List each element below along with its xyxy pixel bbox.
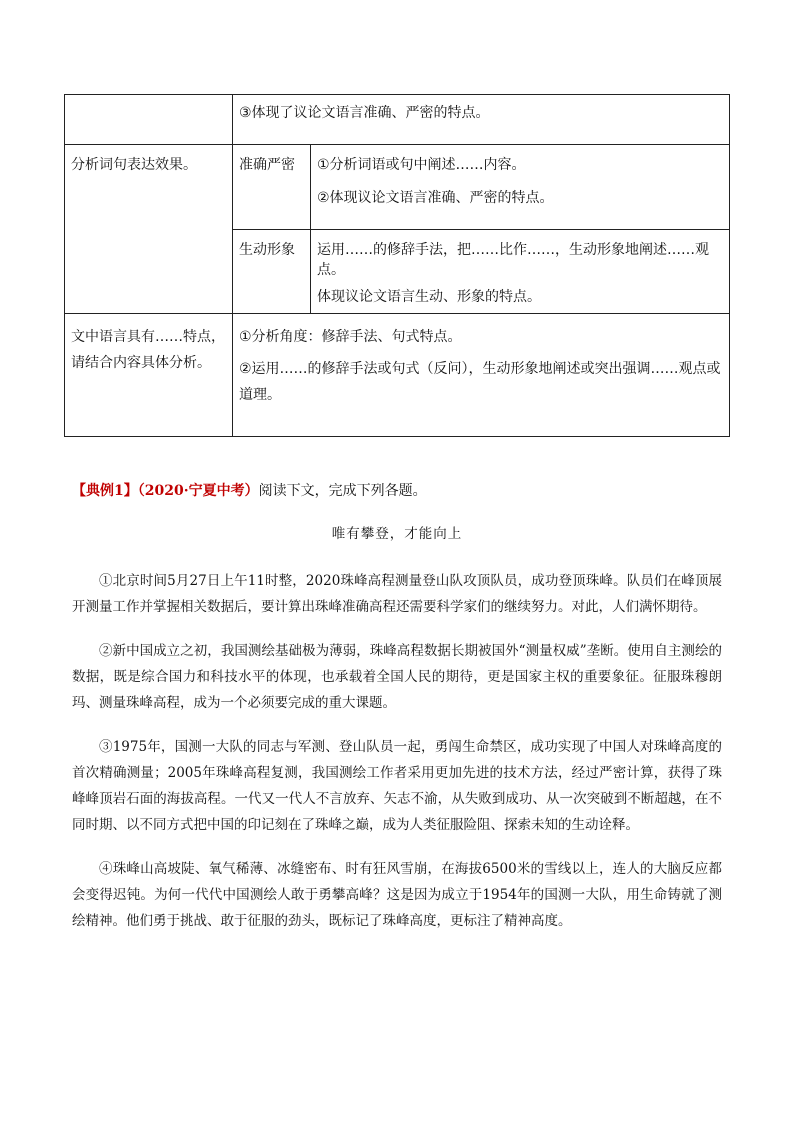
paragraph: ④珠峰山高坡陡、氧气稀薄、冰缝密布、时有狂风雪崩，在海拔6500米的雪线以上，连人的大脑反应都会变得迟钝。为何一代代中国测绘人敢于勇攀高峰？这是因为成立于1954年的国测一大队，用生命铸就了测绘精神。他们勇于挑战、敢于征服的劲头，既标记了珠峰高度，更标注了精神高度。 bbox=[72, 861, 722, 929]
cell-text: ③体现了议论文语言准确、严密的特点。 bbox=[239, 105, 490, 121]
table-row bbox=[65, 313, 730, 436]
cell-text: ②体现议论文语言准确、严密的特点。 bbox=[317, 190, 554, 207]
table-cell bbox=[233, 313, 730, 436]
sub-label: 生动形象 bbox=[239, 242, 295, 258]
cell-text: ①分析词语或句中阐述……内容。 bbox=[317, 157, 526, 173]
table-row bbox=[65, 145, 730, 230]
sub-label-cell bbox=[233, 145, 311, 230]
table-cell bbox=[311, 230, 730, 314]
cell-text: ②运用……的修辞手法或句式（反问），生动形象地阐述或突出强调……观点或道理。 bbox=[239, 360, 721, 403]
article-title: 唯有攀登，才能向上 bbox=[331, 526, 463, 542]
paragraph: ③1975年，国测一大队的同志与军测、登山队员一起，勇闯生命禁区，成功实现了中国人对珠峰高度的首次精确测量；2005年珠峰高程复测，我国测绘工作者采用更加先进的技术方法，经过严密计算，获得了珠峰峰顶岩石面的海拔高程。一代又一代人不言放弃、矢志不渝，从失败到成功、从一次突破到不断超越，在不同时期、以不同方式把中国的印记刻在了珠峰之巅，成为人类征服险阻、探索未知的生动诠释。 bbox=[72, 739, 722, 833]
question-cell bbox=[65, 313, 233, 436]
cell-text: 体现议论文语言生动、形象的特点。 bbox=[317, 288, 541, 305]
sub-label-cell bbox=[233, 230, 311, 314]
example-tag: 【典例1】 bbox=[72, 483, 138, 499]
cell-text: ①分析角度：修辞手法、句式特点。 bbox=[239, 328, 462, 345]
paragraph: ①北京时间5月27日上午11时整，2020珠峰高程测量登山队攻顶队员，成功登顶珠峰。队员们在峰顶展开测量工作并掌握相关数据后，要计算出珠峰准确高程还需要科学家们的继续努力。对此，人们满怀期待。 bbox=[72, 573, 722, 615]
article-body bbox=[72, 568, 722, 952]
question-text: 分析词句表达效果。 bbox=[71, 157, 197, 173]
question-cell bbox=[65, 145, 233, 314]
paragraph: ②新中国成立之初，我国测绘基础极为薄弱，珠峰高程数据长期被国外“测量权威”垄断。使用自主测绘的数据，既是综合国力和科技水平的体现，也承载着全国人民的期待，更是国家主权的重要象征。征服珠穆朗玛、测量珠峰高程，成为一个必须要完成的重大课题。 bbox=[72, 643, 722, 711]
example-source: （2020·宁夏中考） bbox=[137, 483, 259, 499]
example-instruction: 阅读下文，完成下列各题。 bbox=[258, 483, 427, 499]
table-cell bbox=[233, 95, 730, 145]
table-row bbox=[65, 95, 730, 145]
sub-label: 准确严密 bbox=[239, 157, 295, 173]
answer-guide-table bbox=[64, 94, 730, 437]
cell-text: 运用……的修辞手法，把……比作……，生动形象地阐述……观点。 bbox=[317, 242, 709, 279]
question-text: 文中语言具有……特点，请结合内容具体分析。 bbox=[71, 328, 225, 371]
table-cell-empty bbox=[65, 95, 233, 145]
example-heading bbox=[72, 480, 722, 500]
table-cell bbox=[311, 145, 730, 230]
